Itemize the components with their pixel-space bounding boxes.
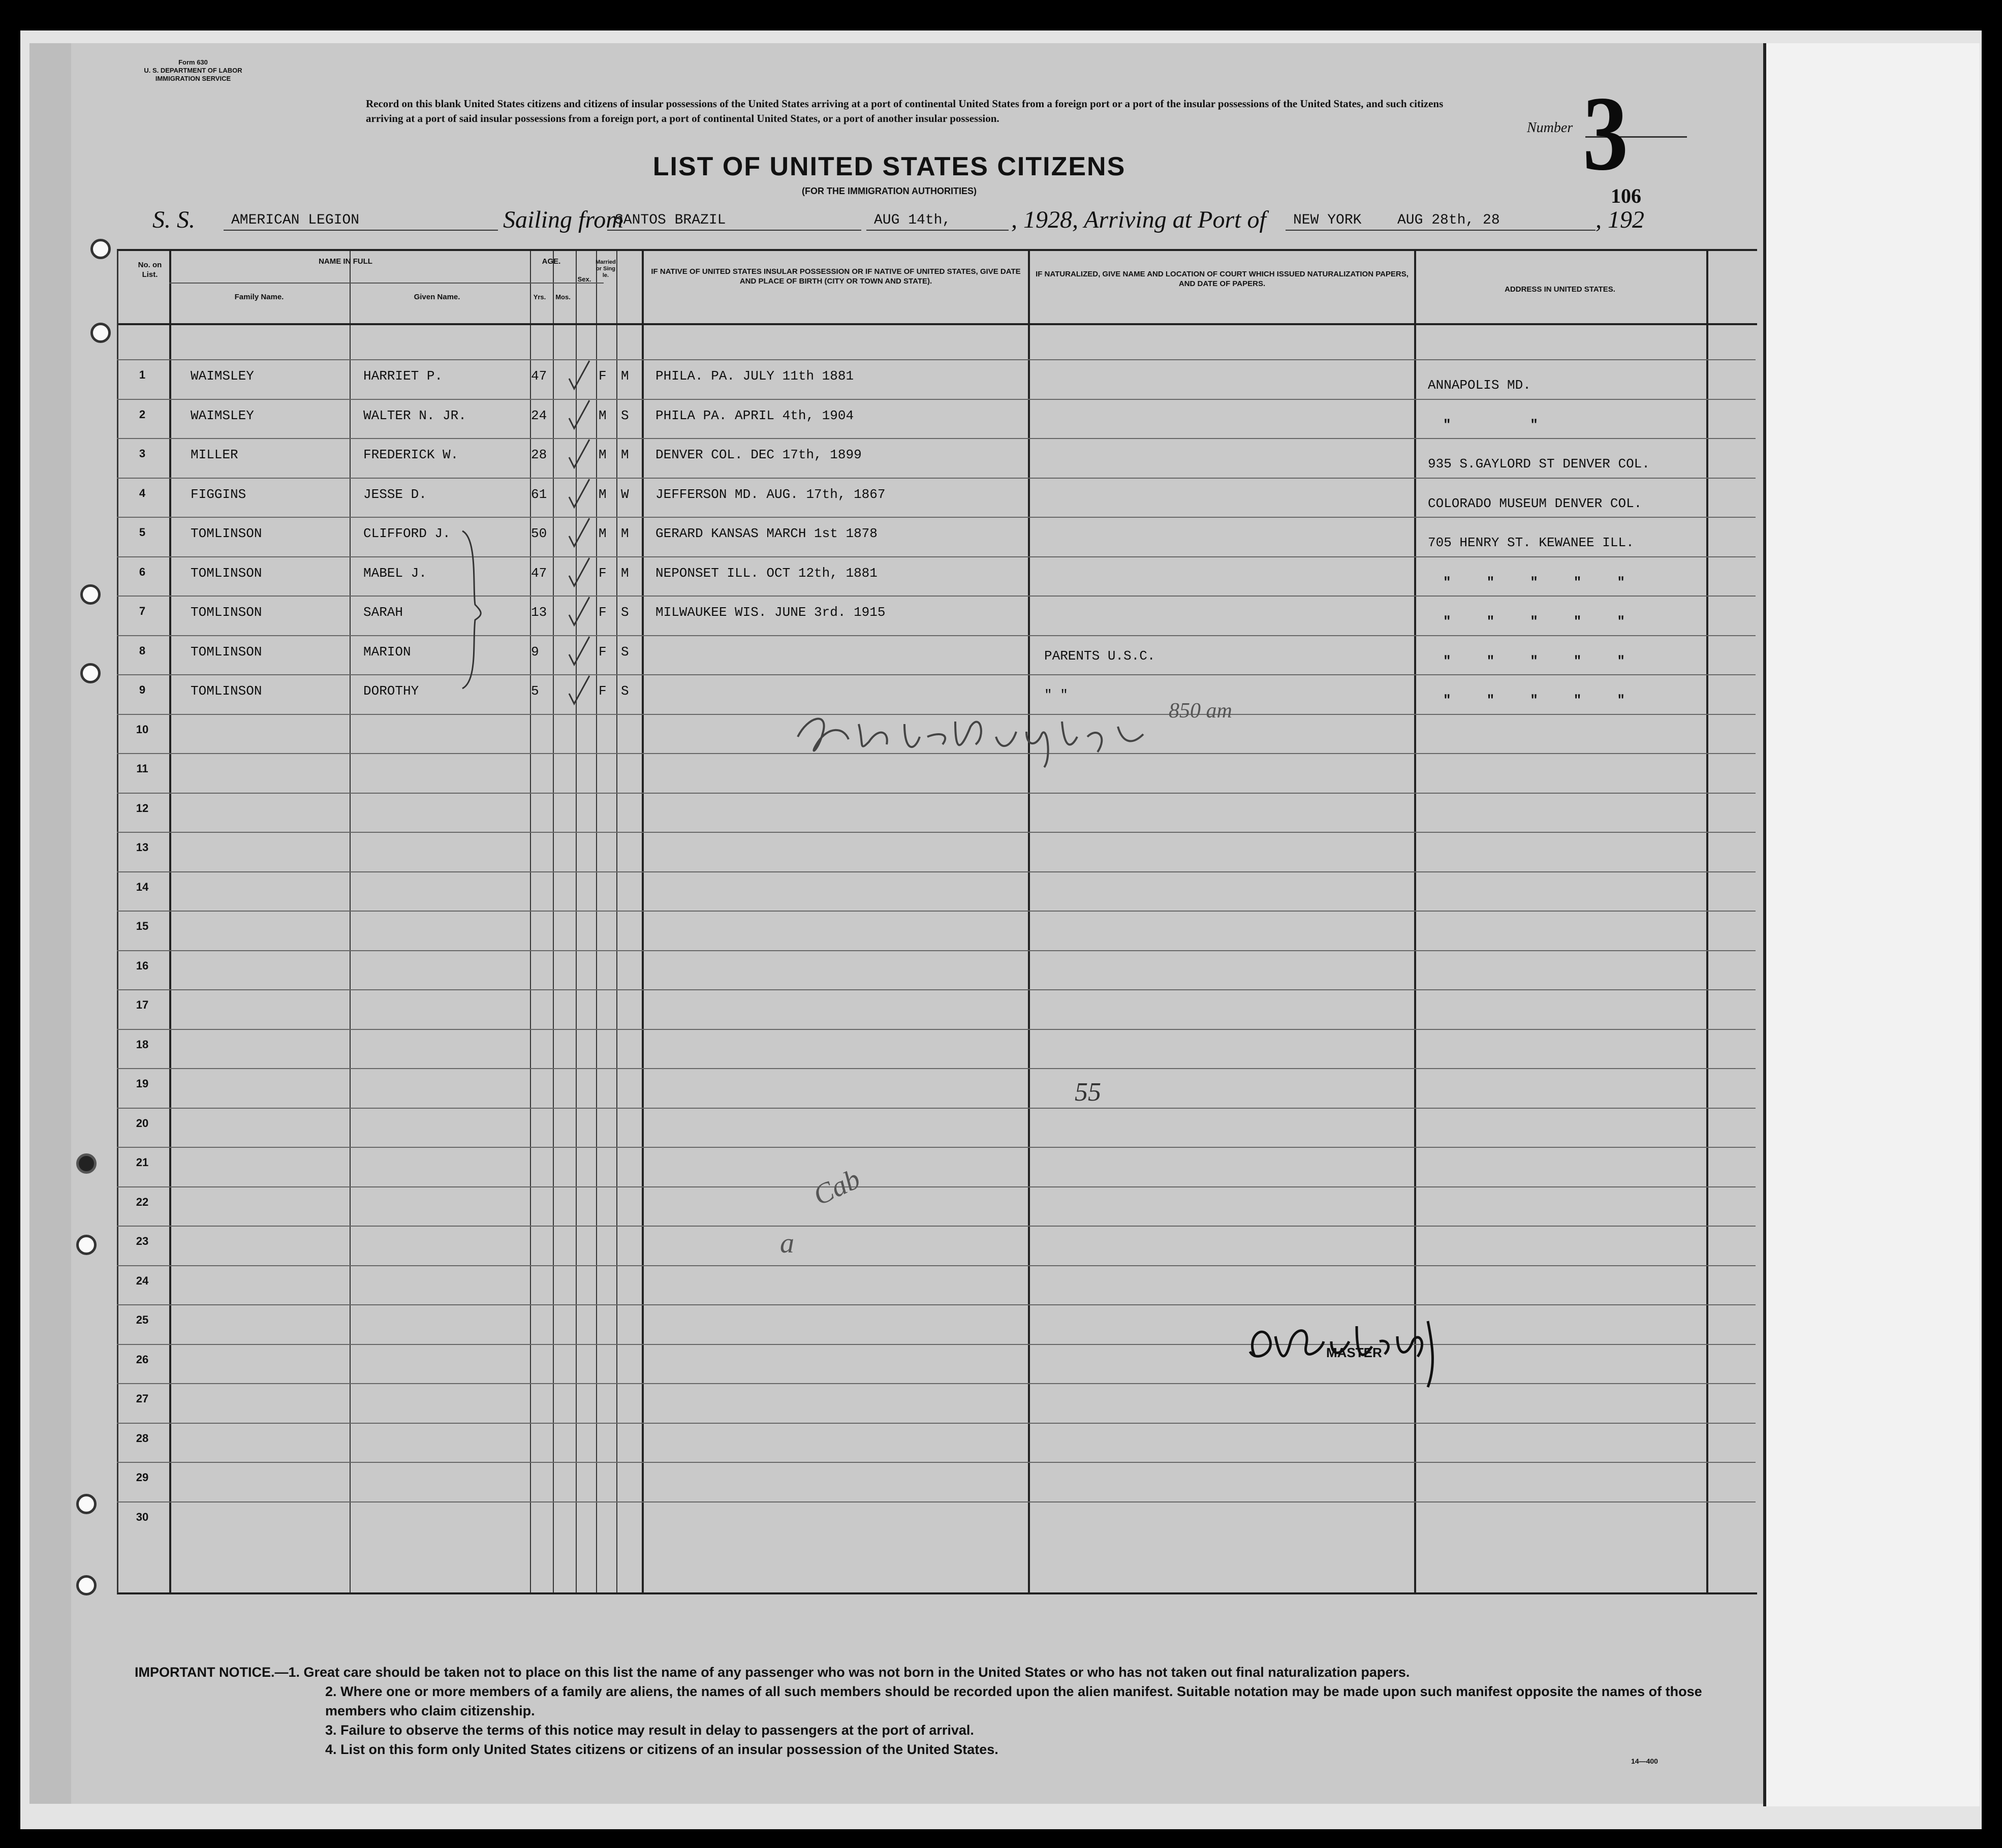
marital-status-cell: W (621, 487, 629, 502)
check-mark-icon (559, 673, 600, 709)
sex-cell: M (599, 447, 607, 462)
age-years-cell: 47 (531, 368, 547, 384)
birth-place-date-cell: NEPONSET ILL. OCT 12th, 1881 (655, 566, 878, 581)
binding-hole (76, 1153, 97, 1174)
year-to: , 192 (1596, 206, 1644, 233)
address-cell: """"" (1443, 614, 1661, 629)
col-header-mos: Mos. (555, 293, 571, 301)
row-number: 3 (139, 447, 146, 460)
row-rule (117, 359, 1756, 360)
family-bracket-icon (457, 528, 488, 691)
row-number: 21 (136, 1156, 149, 1169)
row-rule (117, 1147, 1756, 1148)
col-header-family-name: Family Name. (234, 293, 284, 301)
sex-cell: M (599, 487, 607, 502)
page-stamp: 106 (1611, 184, 1641, 207)
row-rule (117, 1501, 1756, 1502)
notice-item-2-num: 2. (325, 1684, 337, 1699)
row-number: 29 (136, 1471, 149, 1484)
row-rule (117, 596, 1756, 597)
row-number: 18 (136, 1038, 149, 1051)
binding-edge (29, 43, 72, 1804)
notice-item-1: Great care should be taken not to place on this list the name of any passenger who was not born in the United States or who has not taken out final naturalization papers. (303, 1665, 1410, 1680)
row-rule (117, 478, 1756, 479)
binding-hole (76, 1235, 97, 1255)
birth-place-date-cell: MILWAUKEE WIS. JUNE 3rd. 1915 (655, 605, 886, 620)
row-number: 4 (139, 487, 146, 499)
sex-cell: F (599, 566, 607, 581)
row-rule (117, 1029, 1756, 1030)
row-number: 15 (136, 920, 149, 932)
row-number: 11 (136, 762, 148, 775)
binding-hole (76, 1494, 97, 1514)
col-header-birth: IF NATIVE OF UNITED STATES INSULAR POSSESSION OR IF NATIVE OF UNITED STATES, GIVE DATE AND PLACE OF BIRTH (CITY OR TOWN AND STATE). (651, 267, 1021, 286)
marital-status-cell: S (621, 408, 629, 423)
row-number: 26 (136, 1353, 149, 1366)
row-rule (117, 911, 1756, 912)
binding-hole (76, 1575, 97, 1595)
naturalization-cell: " " (1044, 687, 1068, 703)
row-rule (117, 1226, 1756, 1227)
passenger-count: 55 (1075, 1078, 1101, 1107)
row-number: 8 (139, 644, 146, 657)
row-number: 10 (136, 723, 149, 736)
marital-status-cell: M (621, 368, 629, 384)
family-name-cell: MILLER (191, 447, 238, 462)
col-header-yrs: Yrs. (533, 293, 546, 301)
birth-place-date-cell: GERARD KANSAS MARCH 1st 1878 (655, 526, 878, 541)
row-rule (117, 871, 1756, 872)
form-instructions: Record on this blank United States citizens and citizens of insular possessions of the United States arriving at a port of continental United States from a foreign port or a port of the insular possessions of the United States, and such citizens arriving at a port of said insular possessions from a foreign port, a port of continental United States, or a port of another insular possession. (366, 98, 1444, 124)
row-rule (117, 635, 1756, 636)
marital-status-cell: S (621, 644, 629, 660)
service-name: IMMIGRATION SERVICE (155, 75, 231, 82)
family-name-cell: WAIMSLEY (191, 408, 254, 423)
row-rule (117, 832, 1756, 833)
number-label: Number (1527, 120, 1573, 136)
marital-status-cell: M (621, 566, 629, 581)
row-rule (117, 1383, 1756, 1384)
row-number: 28 (136, 1432, 149, 1445)
given-name-cell: JESSE D. (363, 487, 427, 502)
row-number: 22 (136, 1196, 149, 1208)
check-mark-icon (559, 516, 600, 551)
ss-label: S. S. (152, 206, 195, 233)
row-number: 9 (139, 683, 146, 696)
row-rule (117, 950, 1756, 951)
birth-place-date-cell: DENVER COL. DEC 17th, 1899 (655, 447, 862, 462)
family-name-cell: TOMLINSON (191, 644, 262, 660)
check-mark-icon (559, 594, 600, 630)
page-subtitle: (FOR THE IMMIGRATION AUTHORITIES) (802, 186, 977, 196)
row-number: 17 (136, 998, 149, 1011)
row-rule (117, 517, 1756, 518)
check-mark-icon (559, 555, 600, 591)
col-header-sex: Sex. (577, 275, 591, 283)
port-to-underline (1286, 230, 1596, 231)
inspection-time: 850 am (1169, 699, 1232, 723)
pencil-note-a: a (780, 1228, 794, 1259)
address-cell: """"" (1443, 653, 1661, 669)
row-number: 25 (136, 1313, 149, 1326)
age-years-cell: 13 (531, 605, 547, 620)
row-number: 6 (139, 566, 146, 578)
pencil-note-cab: Cab (808, 1163, 865, 1212)
family-name-cell: WAIMSLEY (191, 368, 254, 384)
address-cell: 705 HENRY ST. KEWANEE ILL. (1428, 535, 1634, 550)
family-name-cell: TOMLINSON (191, 566, 262, 581)
row-rule (117, 1462, 1756, 1463)
binding-hole (80, 663, 101, 683)
sex-cell: F (599, 605, 607, 620)
page-title: LIST OF UNITED STATES CITIZENS (652, 152, 1126, 181)
row-number: 14 (136, 881, 149, 893)
col-header-name-in-full: NAME IN FULL (319, 257, 372, 266)
family-name-cell: TOMLINSON (191, 683, 262, 699)
binding-hole (80, 584, 101, 605)
row-number: 1 (139, 368, 146, 381)
family-name-cell: FIGGINS (191, 487, 246, 502)
row-rule (117, 1186, 1756, 1187)
row-rule (117, 399, 1756, 400)
row-number: 16 (136, 959, 149, 972)
given-name-cell: MABEL J. (363, 566, 427, 581)
address-cell: COLORADO MUSEUM DENVER COL. (1428, 496, 1642, 511)
date-from: AUG 14th, (874, 212, 951, 228)
age-years-cell: 9 (531, 644, 539, 660)
row-rule (117, 1108, 1756, 1109)
form-number: Form 630 (178, 58, 208, 66)
given-name-cell: MARION (363, 644, 411, 660)
row-rule (117, 1423, 1756, 1424)
check-mark-icon (559, 358, 600, 394)
port-to: NEW YORK (1293, 212, 1362, 228)
adjacent-page (1763, 43, 1980, 1806)
family-name-cell: TOMLINSON (191, 526, 262, 541)
row-number: 20 (136, 1117, 149, 1130)
sailing-label: Sailing from (503, 206, 623, 233)
age-years-cell: 24 (531, 408, 547, 423)
notice-item-3-num: 3. (325, 1722, 337, 1738)
birth-place-date-cell: PHILA PA. APRIL 4th, 1904 (655, 408, 854, 423)
given-name-cell: FREDERICK W. (363, 447, 459, 462)
sex-cell: M (599, 408, 607, 423)
date-from-underline (866, 230, 1009, 231)
master-label: MASTER (1326, 1345, 1382, 1360)
row-number: 5 (139, 526, 146, 539)
ship-underline (224, 230, 498, 231)
row-rule (117, 1265, 1756, 1266)
form-identifier (104, 58, 282, 83)
notice-item-4-num: 4. (325, 1742, 337, 1757)
row-number: 12 (136, 802, 149, 815)
row-rule (117, 989, 1756, 990)
date-to: AUG 28th, 28 (1397, 212, 1500, 228)
notice-item-3: Failure to observe the terms of this notice may result in delay to passengers at the port of arrival. (340, 1722, 974, 1738)
marital-status-cell: M (621, 447, 629, 462)
col-header-age: AGE. (542, 257, 561, 266)
row-rule (117, 674, 1756, 675)
port-from-underline (607, 230, 861, 231)
sex-cell: F (599, 683, 607, 699)
age-years-cell: 5 (531, 683, 539, 699)
row-number: 13 (136, 841, 149, 854)
check-mark-icon (559, 634, 600, 670)
birth-place-date-cell: PHILA. PA. JULY 11th 1881 (655, 368, 854, 384)
row-number: 2 (139, 408, 146, 421)
sex-cell: F (599, 368, 607, 384)
row-number: 24 (136, 1274, 149, 1287)
ship-name: AMERICAN LEGION (231, 212, 360, 228)
col-header-naturalized: IF NATURALIZED, GIVE NAME AND LOCATION OF COURT WHICH ISSUED NATURALIZATION PAPERS, AND DATE OF PAPERS. (1036, 270, 1409, 288)
sex-cell: F (599, 644, 607, 660)
row-number: 7 (139, 605, 146, 617)
department-name: U. S. DEPARTMENT OF LABOR (144, 67, 242, 74)
row-rule (117, 1344, 1756, 1345)
check-mark-icon (559, 437, 600, 473)
row-number: 23 (136, 1235, 149, 1247)
given-name-cell: DOROTHY (363, 683, 419, 699)
binding-hole (90, 239, 111, 259)
row-number: 19 (136, 1077, 149, 1090)
age-years-cell: 28 (531, 447, 547, 462)
age-years-cell: 50 (531, 526, 547, 541)
naturalization-cell: PARENTS U.S.C. (1044, 648, 1155, 664)
check-mark-icon (559, 477, 600, 512)
footer-code: 14—400 (1631, 1757, 1658, 1765)
port-from: SANTOS BRAZIL (615, 212, 726, 228)
address-cell: ANNAPOLIS MD. (1428, 378, 1531, 393)
address-cell: """"" (1443, 575, 1661, 590)
address-cell: " " (1443, 417, 1574, 432)
row-rule (117, 793, 1756, 794)
row-rule (117, 1068, 1756, 1069)
col-header-no: No. on List. (138, 261, 162, 279)
row-number: 27 (136, 1392, 149, 1405)
important-notice (135, 1663, 1735, 1759)
notice-item-4: List on this form only United States citizens or citizens of an insular possession of the United States. (340, 1742, 998, 1757)
given-name-cell: SARAH (363, 605, 403, 620)
col-header-given-name: Given Name. (414, 293, 460, 301)
check-mark-icon (559, 398, 600, 433)
col-header-married: Married or Single. (596, 259, 616, 278)
row-number: 30 (136, 1511, 149, 1523)
binding-hole (90, 323, 111, 343)
list-number: 3 (1583, 75, 1629, 193)
address-cell: 935 S.GAYLORD ST DENVER COL. (1428, 456, 1650, 472)
notice-item-2: Where one or more members of a family are aliens, the names of all such members should be recorded upon the alien manifest. Suitable notation may be made upon such manifest opposite the names of those members who claim citizenship. (325, 1684, 1702, 1718)
row-rule (117, 1304, 1756, 1305)
row-rule (117, 556, 1756, 557)
birth-place-date-cell: JEFFERSON MD. AUG. 17th, 1867 (655, 487, 886, 502)
given-name-cell: WALTER N. JR. (363, 408, 466, 423)
year-from: , 1928 (1011, 206, 1072, 233)
sex-cell: M (599, 526, 607, 541)
marital-status-cell: M (621, 526, 629, 541)
marital-status-cell: S (621, 683, 629, 699)
age-years-cell: 47 (531, 566, 547, 581)
notice-lead: IMPORTANT NOTICE.—1. (135, 1665, 300, 1680)
age-years-cell: 61 (531, 487, 547, 502)
address-cell: """"" (1443, 693, 1661, 708)
given-name-cell: HARRIET P. (363, 368, 443, 384)
given-name-cell: CLIFFORD J. (363, 526, 451, 541)
col-header-address: ADDRESS IN UNITED STATES. (1505, 285, 1615, 294)
family-name-cell: TOMLINSON (191, 605, 262, 620)
arriving-label: , Arriving at Port of (1072, 206, 1266, 233)
row-rule (117, 438, 1756, 439)
marital-status-cell: S (621, 605, 629, 620)
